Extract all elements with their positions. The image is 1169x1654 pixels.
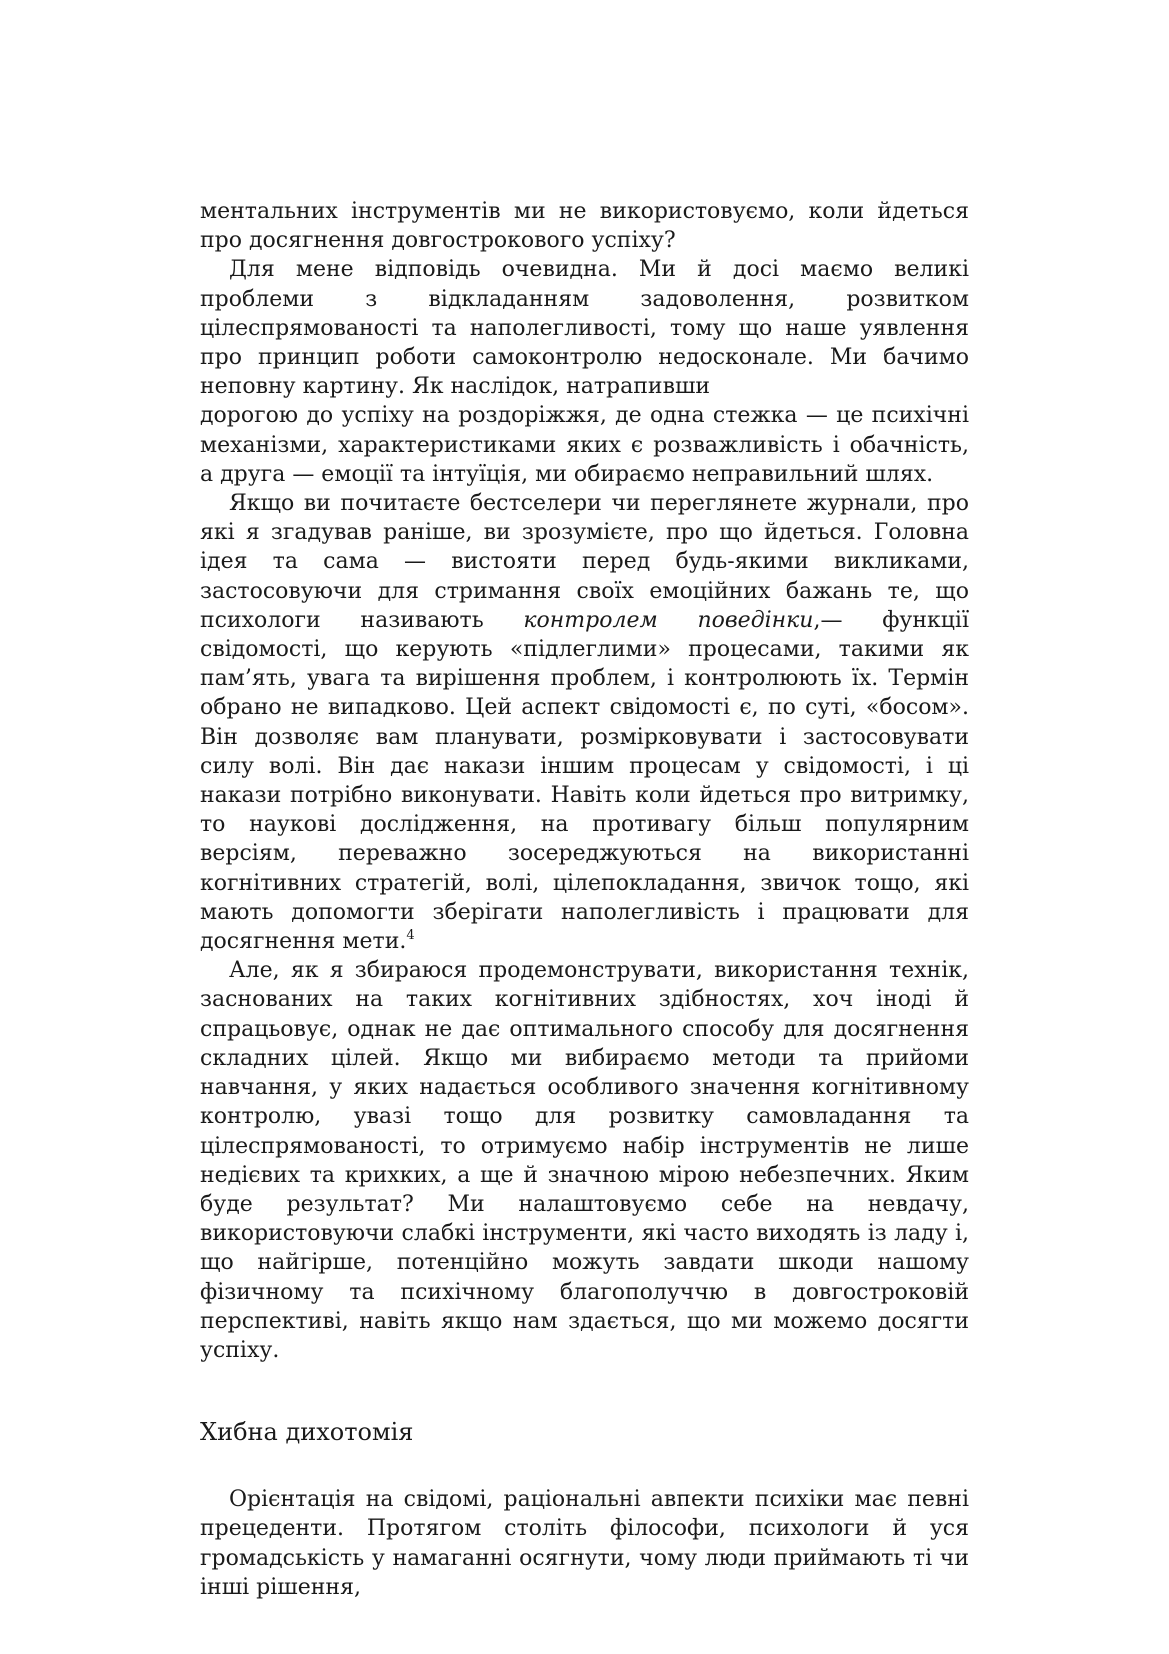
- emphasis-term: контролем поведінки: [523, 607, 814, 633]
- paragraph-continued: ментальних інструментів ми не використовуємо, коли йдеться про досягнення довгострокового успіху?: [200, 199, 969, 254]
- section-heading: Хибна дихотомія: [200, 1418, 414, 1447]
- paragraph-text: ,— функції свідомості, що керують «підлеглими» процесами, такими як пам’ять, увага та вирішення проблем, і контролюють їх. Термін обрано не випадково. Цей аспект свідомості є, по суті, «босом». Він дозволяє вам планувати, розмірковувати і застосовувати силу волі. Він дає накази іншим процесам у свідомості, і ці накази потрібно виконувати. Навіть коли йдеться про витримку, то наукові дослідження, на противагу більш популярним версіям, переважно зосереджуються на використанні когнітивних стратегій, волі, цілепокладання, звичок тощо, які мають допомогти зберігати наполегливість і працювати для досягнення мети.: [200, 607, 969, 955]
- paragraph-text: Якщо ви почитаєте бестселери чи переглянете журнали, про які я згадував раніше, ви зрозумієте, про що йдеться. Головна ідея та сама — вистояти перед будь-якими викликами, застосовуючи для стримання своїх емоційних бажань те, що психологи називають: [200, 491, 969, 633]
- paragraph-techniques: Але, як я збираюся продемонструвати, використання технік, заснованих на таких когнітивних здібностях, хоч іноді й спрацьовує, однак не дає оптимального способу для досягнення складних цілей. Якщо ми вибираємо методи та прийоми навчання, у яких надається особливого значення когнітивному контролю, увазі тощо для розвитку самовладання та цілеспрямованості, то отримуємо набір інструментів не лише недієвих та крихких, а ще й значною мірою небезпечних. Яким буде результат? Ми налаштовуємо себе на невдачу, використовуючи слабкі інструменти, які часто виходять із ладу і, що найгірше, потенційно можуть завдати шкоди нашому фізичному та психічному благополуччю в довгостроковій перспективі, навіть якщо нам здається, що ми можемо досягти успіху.: [200, 958, 969, 1363]
- paragraph-answer: Для мене відповідь очевидна. Ми й досі маємо великі проблеми з відкладанням задоволення, розвитком цілеспрямованості та наполегливості, тому що наше уявлення про принцип роботи самоконтролю недосконале. Ми бачимо неповну картину. Як наслідок, натрапивши: [200, 257, 969, 400]
- paragraph-answer-continuation: дорогою до успіху на роздоріжжя, де одна стежка — це психічні механізми, характеристиками яких є розважливість і обачність, а друга — емоції та інтуїція, ми обираємо неправильний шлях.: [200, 403, 969, 487]
- footnote-marker[interactable]: 4: [406, 928, 415, 944]
- page-body: [200, 197, 969, 1602]
- paragraph-bestsellers: [200, 489, 969, 956]
- paragraph-orientation: Орієнтація на свідомі, раціональні авпекти психіки має певні прецеденти. Протягом століть філософи, психологи й уся громадськість у намаганні осягнути, чому люди приймають ті чи інші рішення,: [200, 1487, 969, 1600]
